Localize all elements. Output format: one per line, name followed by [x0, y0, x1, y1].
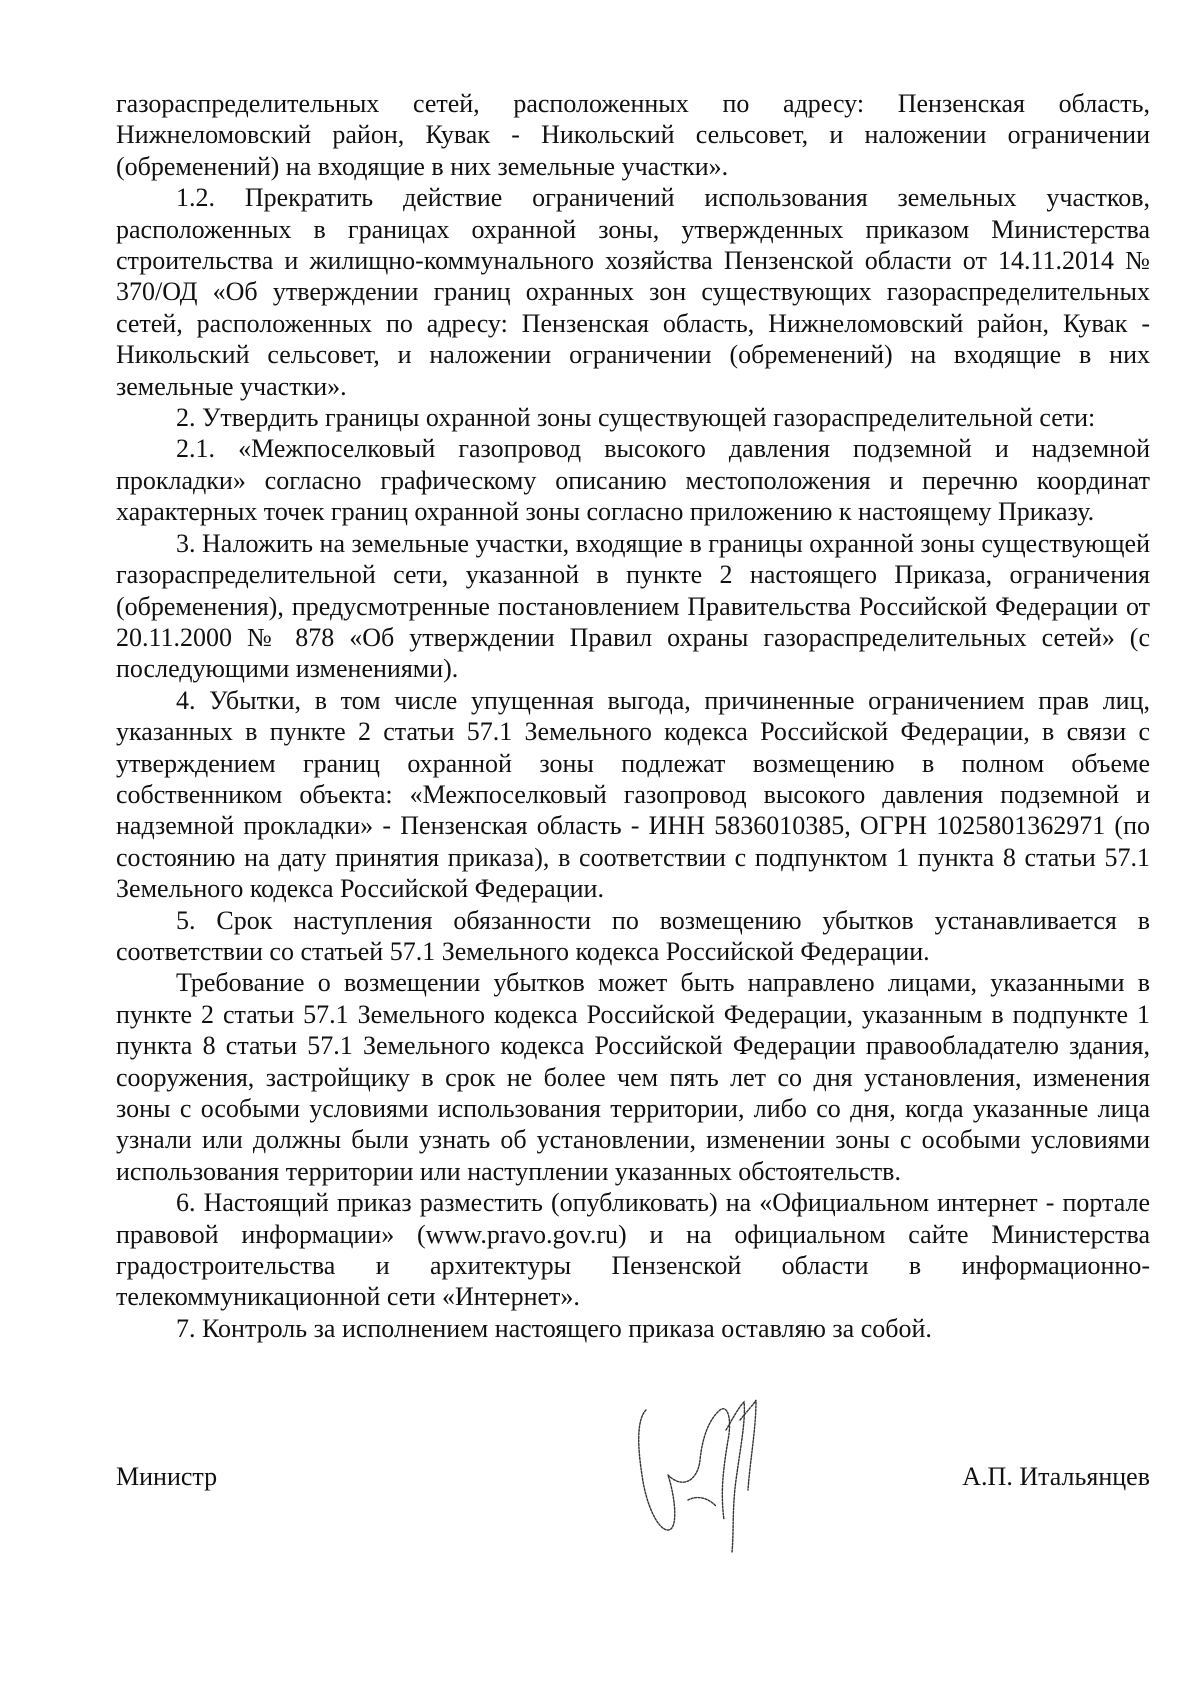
paragraph-5: 5. Срок наступления обязанности по возмещению убытков устанавливается в соответствии со статьей 57.1 Земельного кодекса Российской Федерации. [116, 905, 1150, 966]
signer-name: А.П. Итальянцев [962, 1462, 1150, 1491]
paragraph-2: 2. Утвердить границы охранной зоны существующей газораспределительной сети: [176, 403, 1096, 433]
document-body [116, 88, 1150, 1344]
paragraph-7: 7. Контроль за исполнением настоящего приказа оставляю за собой. [176, 1313, 932, 1343]
paragraph-3: 3. Наложить на земельные участки, входящие в границы охранной зоны существующей газораспределительной сети, указанной в пункте 2 настоящего Приказа, ограничения (обременения), предусмотренные постановлением Правительства Российской Федерации от 20.11.2000 № 878 «Об утверждении Правил охраны газораспределительных сетей» (с последующими изменениями). [116, 528, 1150, 684]
paragraph-5-claim: Требование о возмещении убытков может быть направлено лицами, указанными в пункте 2 статьи 57.1 Земельного кодекса Российской Федерации, указанным в подпункте 1 пункта 8 статьи 57.1 Земельного кодекса Российской Федерации правообладателю здания, сооружения, застройщику в срок не более чем пять лет со дня установления, изменения зоны с особыми условиями использования территории, либо со дня, когда указанные лица узнали или должны были узнать об установлении, изменении зоны с особыми условиями использования территории или наступлении указанных обстоятельств. [116, 968, 1150, 1186]
paragraph-6: 6. Настоящий приказ разместить (опубликовать) на «Официальном интернет - портале правовой информации» (www.pravo.gov.ru) и на официальном сайте Министерства градостроительства и архитектуры Пензенской области в информационно-телекоммуникационной сети «Интернет». [116, 1188, 1150, 1312]
paragraph-2-1: 2.1. «Межпоселковый газопровод высокого давления подземной и надземной прокладки» согласно графическому описанию местоположения и перечню координат характерных точек границ охранной зоны согласно приложению к настоящему Приказу. [116, 434, 1150, 527]
paragraph-1-2: 1.2. Прекратить действие ограничений использования земельных участков, расположенных в границах охранной зоны, утвержденных приказом Министерства строительства и жилищно-коммунального хозяйства Пензенской области от 14.11.2014 № 370/ОД «Об утверждении границ охранных зон существующих газораспределительных сетей, расположенных по адресу: Пензенская область, Нижнеломовский район, Кувак - Никольский сельсовет, и наложении ограничении (обременений) на входящие в них земельные участки». [116, 183, 1150, 401]
handwritten-signature-icon [628, 1380, 778, 1580]
paragraph-4: 4. Убытки, в том числе упущенная выгода, причиненные ограничением прав лиц, указанных в пункте 2 статьи 57.1 Земельного кодекса Российской Федерации, в связи с утверждением границ охранной зоны подлежат возмещению в полном объеме собственником объекта: «Межпоселковый газопровод высокого давления подземной и надземной прокладки» - Пензенская область - ИНН 5836010385, ОГРН 1025801362971 (по состоянию на дату принятия приказа), в соответствии с подпунктом 1 пункта 8 статьи 57.1 Земельного кодекса Российской Федерации. [116, 685, 1150, 904]
paragraph-continuation: газораспределительных сетей, расположенных по адресу: Пензенская область, Нижнеломовский район, Кувак - Никольский сельсовет, и наложении ограничении (обременений) на входящие в них земельные участки». [116, 89, 1150, 181]
signer-position: Министр [116, 1462, 218, 1491]
